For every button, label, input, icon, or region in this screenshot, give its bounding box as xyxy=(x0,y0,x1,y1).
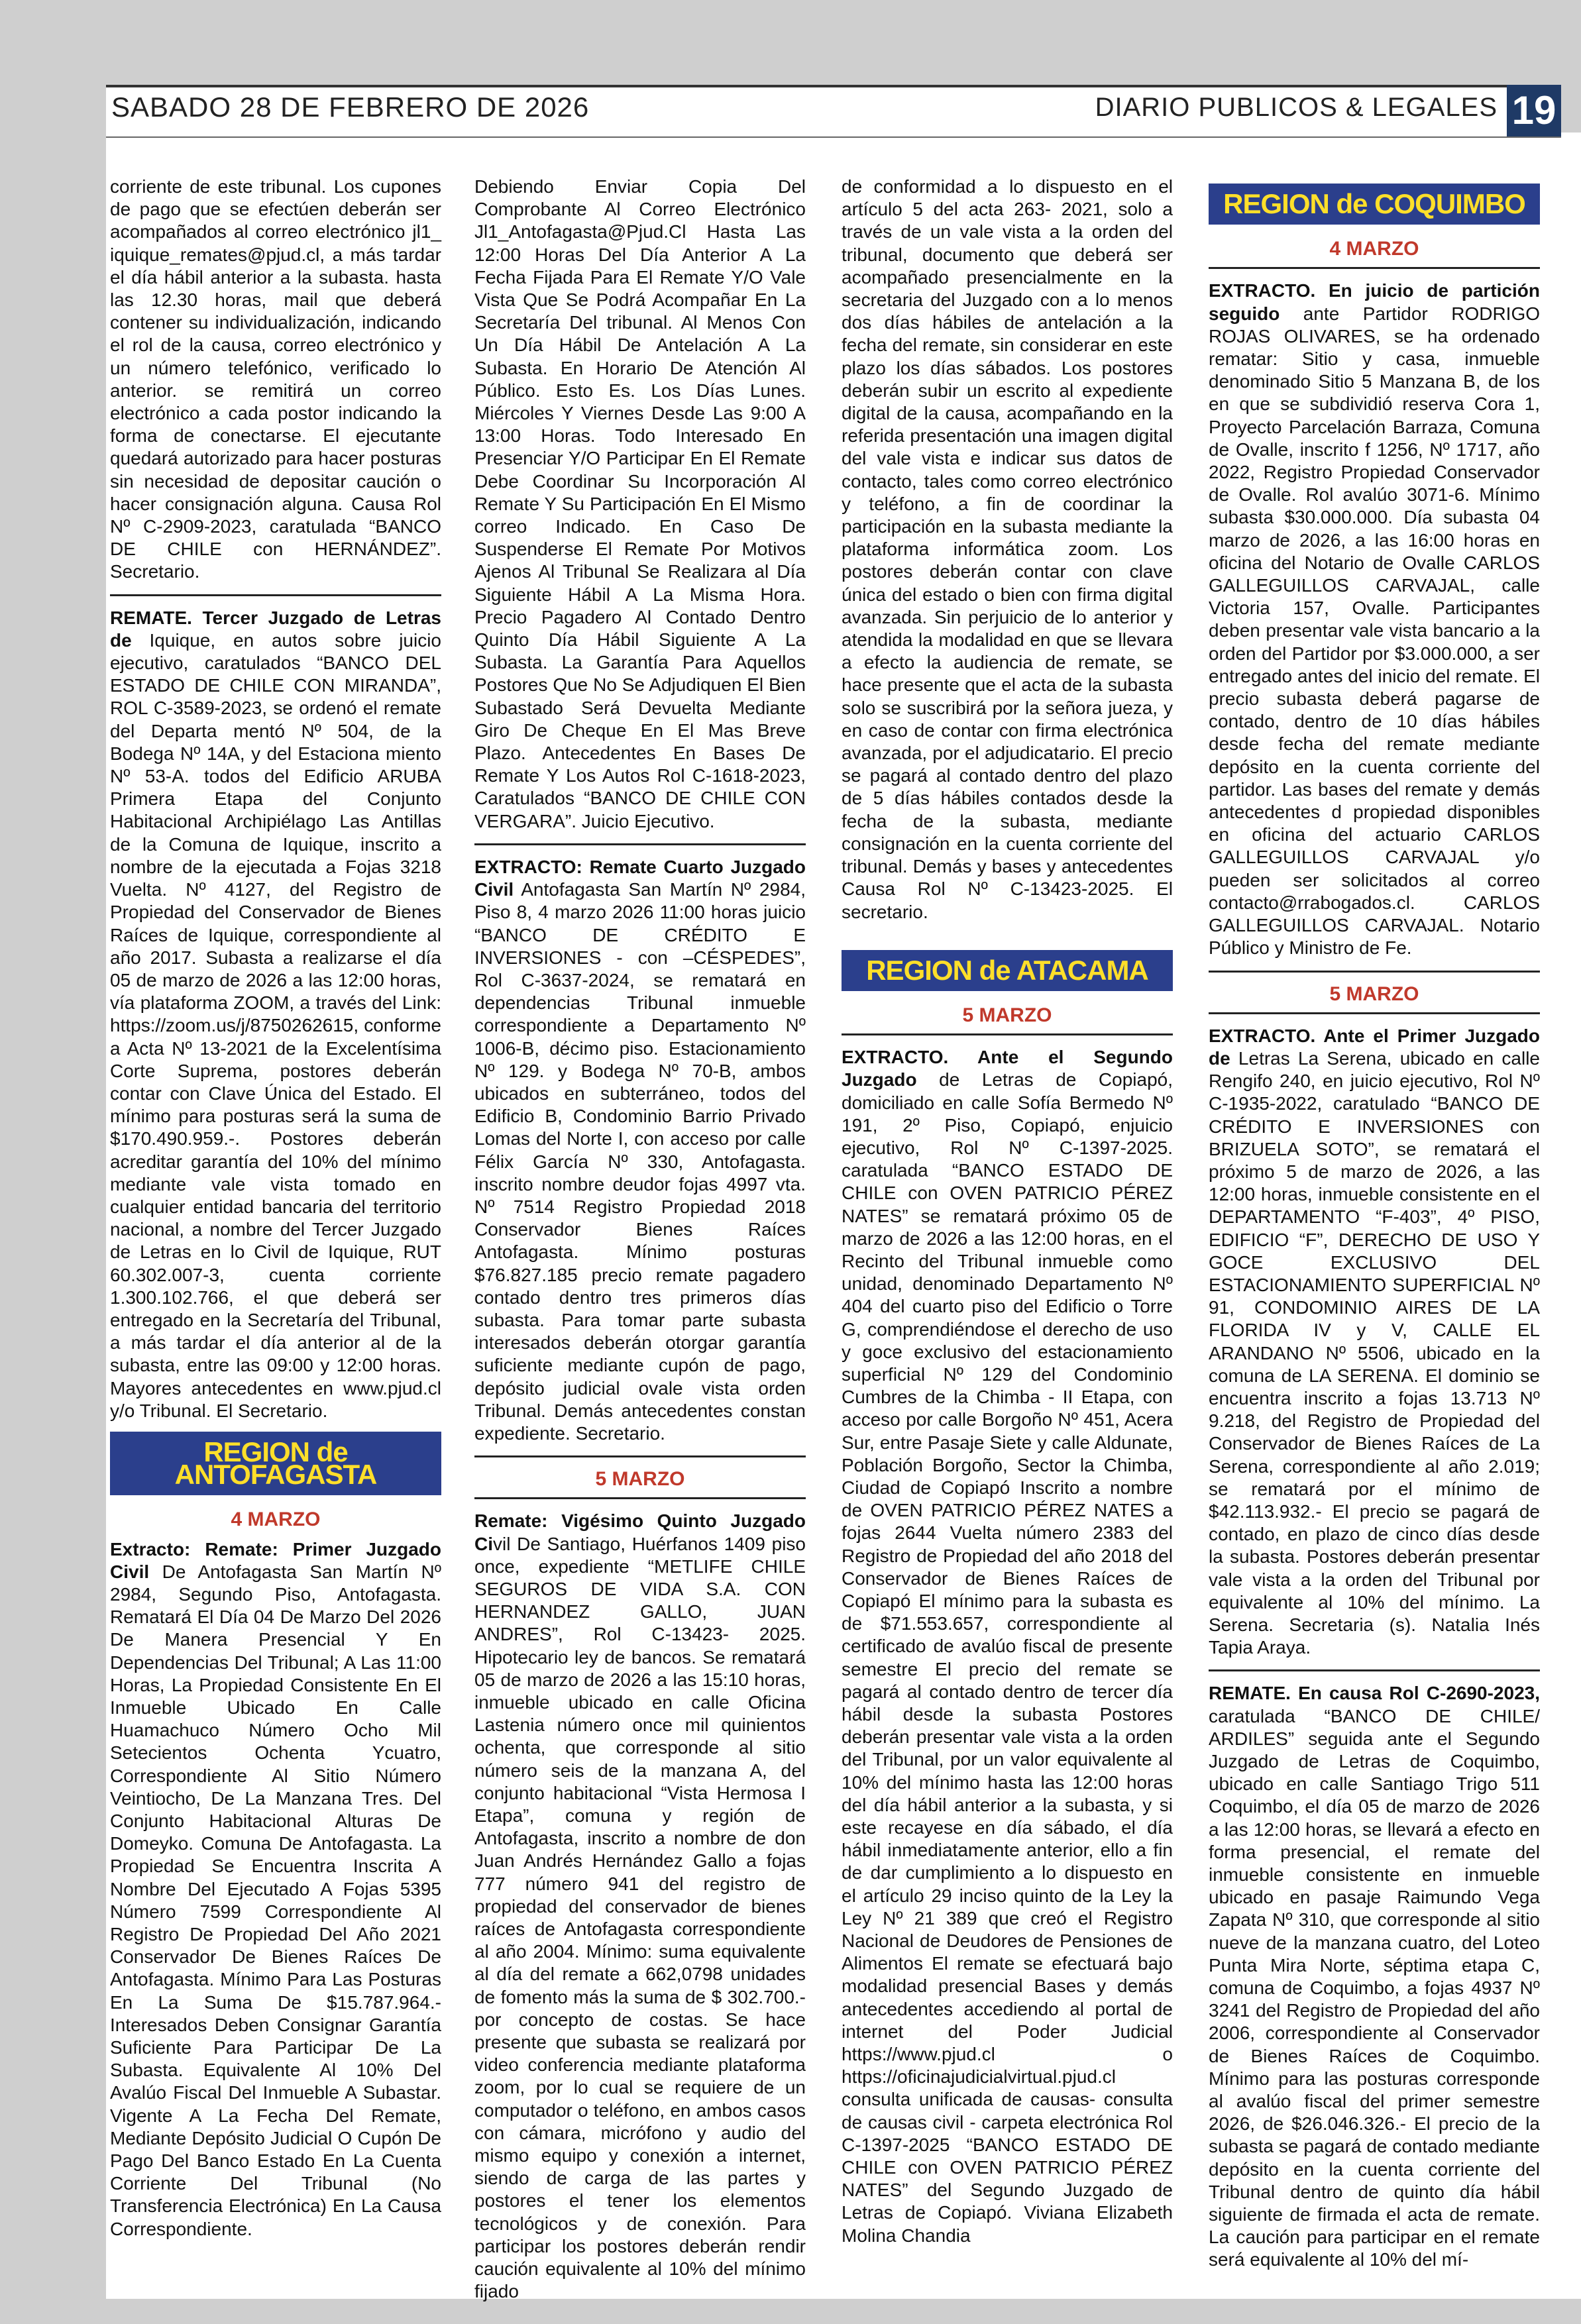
divider xyxy=(474,1497,806,1499)
auction-date: 4 MARZO xyxy=(1329,238,1419,260)
notice-text: corriente de este tribunal. Los cupones de pago que se efectúen deberán ser acompañados al correo electrónico jl1_ iquique_remates@pjud.cl, a más tardar el día hábil anterior a la subasta. hasta las 12.30 horas, mail que deberá contener su individualización, indicando el rol de la causa, correo electrónico y un número telefónico, verificado lo anterior. se remitirá un correo electrónico a cada postor indicando la forma de conectarse. El ejecutante quedará autorizado para hacer posturas sin necesidad de depositar caución o hacer consignación alguna. Causa Rol Nº C-2909-2023, caratulada “BANCO DE CHILE con HERNÁNDEZ”. Secretario. xyxy=(110,176,441,582)
divider xyxy=(842,1033,1173,1035)
column-3 xyxy=(842,176,1173,2247)
notice-text: de Letras de Copiapó, domiciliado en calle Sofía Bermedo Nº 191, 2º Piso, Copiapó, enjuicio ejecutivo, Rol Nº C-1397-2025. caratulada “BANCO ESTADO DE CHILE con OVEN PATRICIO PÉREZ NATES” se rematará próximo 05 de marzo de 2026 a las 12:00 horas, en el Recinto del Tribunal inmueble como unidad, denominado Departamento Nº 404 del cuarto piso del Edificio o Torre G, comprendiéndose el derecho de uso y goce exclusivo del estacionamiento superficial Nº 129 del Condominio Cumbres de la Chimba - II Etapa, con acceso por calle Borgoño Nº 451, Acera Sur, entre Pasaje Siete y calle Aldunate, Población Borgoño, Sector la Chimba, Ciudad de Copiapó Inscrito a nombre de OVEN PATRICIO PÉREZ NATES a fojas 2644 Vuelta número 2383 del Registro de Propiedad del año 2018 del Conservador de Bienes Raíces de Copiapó El mínimo para la subasta es de $71.553.657, correspondiente al certificado de avalúo fiscal de presente semestre El precio del remate se pagará al contado dentro de tercer día hábil desde la subasta Postores deberán presentar vale vista a la orden del Tribunal, por un valor equivalente al 10% del mínimo hasta las 12:00 horas del día hábil anterior a la subasta, y si este recayese en día sábado, el día hábil inmediatamente anterior, ello a fin de dar cumplimiento a lo dispuesto en el artículo 29 inciso quinto de la Ley la Ley Nº 21 389 que creó el Registro Nacional de Deudores de Pensiones de Alimentos El remate se efectuará bajo modalidad presencial Bases y demás antecedentes accediendo al portal de internet del Poder Judicial https://www.pjud.cl o https://oficinajudicialvirtual.pjud.cl consulta unificada de causas- consulta de causas civil - carpeta electrónica Rol C-1397-2025 “BANCO ESTADO DE CHILE con OVEN PATRICIO PÉREZ NATES” del Segundo Juzgado de Letras de Copiapó. Viviana Elizabeth Molina Chandia xyxy=(842,1069,1173,2246)
notice xyxy=(1209,1025,1540,1660)
notice xyxy=(842,1046,1173,2247)
notice-text: de conformidad a lo dispuesto en el artículo 5 del acta 263- 2021, solo a través de un vale vista a la orden del tribunal, documento que deberá ser acompañado presencialmente en la secretaria del Juzgado con a lo menos dos días hábiles de antelación a la fecha del remate, sin considerar en este plazo los días sábados. Los postores deberán subir un escrito al expediente digital de la causa, acompañando en la referida presentación una imagen digital del vale vista e indicar sus datos de contacto, tales como correo electrónico y teléfono, a fin de coordinar la participación en la subasta mediante la plataforma informática zoom. Los postores deberán contar con clave única del estado o bien con firma digital avanzada. Sin perjuicio de lo anterior y atendida la modalidad en que se llevara a efecto la audiencia de remate, se hace presente que el acta de la subasta solo se suscribirá por la señora jueza, y en caso de contar con firma electrónica avanzada, por el adjudicatario. El precio se pagará al contado dentro del plazo de 5 días hábiles contados desde la fecha de la subasta, mediante consignación en la cuenta corriente del tribunal. Demás y bases y antecedentes Causa Rol Nº C-13423-2025. El secretario. xyxy=(842,176,1173,922)
notice xyxy=(474,1510,806,2303)
region-banner: REGION de ATACAMA xyxy=(842,950,1173,991)
page-number: 19 xyxy=(1507,85,1561,136)
notice-text: vil De Santiago, Huérfanos 1409 piso once, expediente “METLIFE CHILE SEGUROS DE VIDA S.A. CON HERNANDEZ GALLO, JUAN ANDRES”, Rol C-13423- 2025. Hipotecario ley de bancos. Se rematará 05 de marzo de 2026 a las 15:10 horas, inmueble ubicado en calle Oficina Lastenia número once mil quinientos ochenta, que corresponde al sitio número seis de la manzana A, del conjunto habitacional “Vista Hermosa I Etapa”, comuna y región de Antofagasta, inscrito a nombre de don Juan Andrés Hernández Gallo a fojas 777 número 941 del registro de propiedad del conservador de bienes raíces de Antofagasta correspondiente al año 2004. Mínimo: suma equivalente al día del remate a 662,0798 unidades de fomento más la suma de $ 302.700.- por concepto de costas. Se hace presente que subasta se realizará por video conferencia mediante plataforma zoom, por lo cual se requiere de un computador o teléfono, en ambos casos con cámara, micrófono y audio del mismo equipo y conexión a internet, siendo de carga de las partes y postores el tener los elementos tecnológicos y de conexión. Para participar los postores deberán rendir caución equivalente al 10% del mínimo fijado xyxy=(474,1533,806,2302)
column-1 xyxy=(110,176,441,2241)
column-2 xyxy=(474,176,806,2303)
auction-date: 4 MARZO xyxy=(231,1508,321,1531)
divider xyxy=(1209,267,1540,269)
notice xyxy=(1209,1682,1540,2271)
notice-heading: EXTRACTO: Remate Cuarto Juzgado Civil xyxy=(474,856,806,900)
divider xyxy=(110,594,441,596)
notice-heading: Remate: Vigésimo Quinto Juzgado Ci xyxy=(474,1510,806,1554)
publication-name: DIARIO PUBLICOS & LEGALES xyxy=(1095,93,1498,122)
auction-date: 5 MARZO xyxy=(962,1004,1052,1026)
notice-text: Debiendo Enviar Copia Del Comprobante Al Correo Electrónico Jl1_Antofagasta@Pjud.Cl Hasta Las 12:00 Horas Del Día Anterior A La Fecha Fijada Para El Remate Y/O Vale Vista Que Se Podrá Acompañar En La Secretaría Del tribunal. Al Menos Con Un Día Hábil De Antelación A La Subasta. En Horario De Atención Al Público. Esto Es. Los Días Lunes. Miércoles Y Viernes Desde Las 9:00 A 13:00 Horas. Todo Interesado En Presenciar Y/O Participar En El Remate Debe Coordinar Su Incorporación Al Remate Y Su Participación En El Mismo correo Indicado. En Caso De Suspenderse El Remate Por Motivos Ajenos Al Tribunal Se Realizara al Día Siguiente Hábil A La Misma Hora. Precio Pagadero Al Contado Dentro Quinto Día Hábil Siguiente A La Subasta. La Garantía Para Aquellos Postores Que No Se Adjudiquen El Bien Subastado Será Devuelta Mediante Giro De Cheque En El Mas Breve Plazo. Antecedentes En Bases De Remate Y Los Autos Rol C-1618-2023, Caratulados “BANCO DE CHILE CON VERGARA”. Juicio Ejecutivo. xyxy=(474,176,806,831)
divider xyxy=(474,1455,806,1457)
notice-heading: EXTRACTO. Ante el Segundo Juzgado xyxy=(842,1047,1173,1090)
divider xyxy=(1209,1012,1540,1014)
notice xyxy=(110,607,441,1422)
notice-text: Antofagasta San Martín Nº 2984, Piso 8, 4 marzo 2026 11:00 horas juicio “BANCO DE CRÉDITO E INVERSIONES - con –CÉSPEDES”, Rol C-3637-2024, se rematará en dependencias Tribunal inmueble correspondiente a Departamento Nº 1006-B, décimo piso. Estacionamiento Nº 129. y Bodega Nº 70-B, ambos ubicados en subterráneo, todos del Edificio B, Condominio Barrio Privado Lomas del Norte I, con acceso por calle Félix García Nº 330, Antofagasta. inscrito nombre deudor fojas 4997 vta. Nº 7514 Registro Propiedad 2018 Conservador Bienes Raíces Antofagasta. Mínimo posturas $76.827.185 precio remate pagadero contado dentro tres primeros días subasta. Para tomar parte subasta interesados deberán otorgar garantía suficiente mediante cupón de pago, depósito judicial ovale vista orden Tribunal. Demás antecedentes constan expediente. Secretario. xyxy=(474,879,806,1444)
notice xyxy=(474,856,806,1445)
notice-heading: REMATE. Tercer Juzgado de Letras de xyxy=(110,607,441,651)
notice xyxy=(110,1538,441,2241)
header-date: SABADO 28 DE FEBRERO DE 2026 xyxy=(111,91,590,123)
notice-text: De Antofagasta San Martín Nº 2984, Segundo Piso, Antofagasta. Rematará El Día 04 De Marzo Del 2026 De Manera Presencial Y En Dependencias Del Tribunal; A Las 11:00 Horas, La Propiedad Consistente En El Inmueble Ubicado En Calle Huamachuco Número Ocho Mil Setecientos Ochenta Ycuatro, Correspondiente Al Sitio Número Veintiocho, De La Manzana Tres. Del Conjunto Habitacional Alturas De Domeyko. Comuna De Antofagasta. La Propiedad Se Encuentra Inscrita A Nombre Del Ejecutado A Fojas 5395 Número 7599 Correspondiente Al Registro De Propiedad Del Año 2021 Conservador De Bienes Raíces De Antofagasta. Mínimo Para Las Posturas En La Suma De $15.787.964.- Interesados Deben Consignar Garantía Suficiente Para Participar De La Subasta. Equivalente Al 10% Del Avalúo Fiscal Del Inmueble A Subastar. Vigente A La Fecha Del Remate, Mediante Depósito Judicial O Cupón De Pago Del Banco Estado En La Cuenta Corriente Del Tribunal (No Transferencia Electrónica) En La Causa Correspondiente. xyxy=(110,1561,441,2239)
notice-text: ante Partidor RODRIGO ROJAS OLIVARES, se ha ordenado rematar: Sitio y casa, inmueble denominado Sitio 5 Manzana B, de los en que se subdividió reserva Cora 1, Proyecto Parcelación Barraza, Comuna de Ovalle, inscrito f 1256, Nº 1717, año 2022, Registro Propiedad Conservador de Ovalle. Rol avalúo 3071-6. Mínimo subasta $30.000.000. Día subasta 04 marzo de 2026, a las 16:00 horas en oficina del Notario de Ovalle CARLOS GALLEGUILLOS CARVAJAL, calle Victoria 157, Ovalle. Participantes deben presentar vale vista bancario a la orden del Partidor por $3.000.000, a ser entregado antes del inicio del remate. El precio subasta deberá pagarse de contado, dentro de 10 días hábiles desde fecha del remate mediante depósito en la cuenta corriente del partidor. Las bases del remate y demás antecedentes d propiedad disponibles en oficina del actuario CARLOS GALLEGUILLOS CARVAJAL y/o pueden ser solicitados al correo contacto@rrabogados.cl. CARLOS GALLEGUILLOS CARVAJAL. Notario Público y Ministro de Fe. xyxy=(1209,303,1540,959)
notice-heading: Extracto: Remate: Primer Juzgado Civil xyxy=(110,1538,441,1582)
region-banner: REGION de ANTOFAGASTA xyxy=(110,1432,441,1495)
auction-date: 5 MARZO xyxy=(595,1468,685,1491)
column-4 xyxy=(1209,176,1540,2272)
divider xyxy=(474,843,806,845)
region-banner: REGION de COQUIMBO xyxy=(1209,184,1540,225)
notice-text: Iquique, en autos sobre juicio ejecutivo, caratulados “BANCO DEL ESTADO DE CHILE CON MIRANDA”, ROL C-3589-2023, se ordenó el remate del Departa mentó Nº 504, de la Bodega Nº 14A, y del Estaciona miento Nº 53-A. todos del Edificio ARUBA Primera Etapa del Conjunto Habitacional Archipiélago Las Antillas de la Comuna de Iquique, inscrito a nombre de la ejecutada a Fojas 3218 Vuelta. Nº 4127, del Registro de Propiedad del Conservador de Bienes Raíces de Iquique, correspondiente al año 2017. Subasta a realizarse el día 05 de marzo de 2026 a las 12:00 horas, vía plataforma ZOOM, a través del Link: https://zoom.us/j/8750262615, conforme a Acta Nº 13-2021 de la Excelentísima Corte Suprema, postores deberán contar con Clave Única del Estado. El mínimo para posturas será la suma de $170.490.959.-. Postores deberán acreditar garantía del 10% del mínimo mediante vale vista tomado en cualquier entidad bancaria del territorio nacional, a nombre del Tercer Juzgado de Letras en lo Civil de Iquique, RUT 60.302.007-3, cuenta corriente 1.300.102.766, el que deberá ser entregado en la Secretaría del Tribunal, a más tardar el día anterior al de la subasta, entre las 09:00 y 12:00 horas. Mayores antecedentes en www.pjud.cl y/o Tribunal. El Secretario. xyxy=(110,629,441,1421)
notice-text: caratulada “BANCO DE CHILE/ ARDILES” seguida ante el Segundo Juzgado de Letras de Coquimbo, ubicado en calle Santiago Trigo 511 Coquimbo, el día 05 de marzo de 2026 a las 12:00 horas, se llevará a efecto en forma presencial, el remate del inmueble consistente en inmueble ubicado en pasaje Raimundo Vega Zapata Nº 310, que corresponde al sitio nueve de la manzana cuatro, del Loteo Punta Mira Norte, séptima etapa C, comuna de Coquimbo, a fojas 4937 Nº 3241 del Registro de Propiedad del año 2006, correspondiente al Conservador de Bienes Raíces de Coquimbo. Mínimo para las posturas corresponde al avalúo fiscal del primer semestre 2026, de $26.046.326.- El precio de la subasta se pagará de contado mediante depósito en la cuenta corriente del Tribunal dentro de quinto día hábil siguiente de firmada el acta de remate. La caución para participar en el remate será equivalente al 10% del mí- xyxy=(1209,1705,1540,2270)
auction-date: 5 MARZO xyxy=(1329,982,1419,1005)
notice-heading: REMATE. En causa Rol C-2690-2023, xyxy=(1209,1683,1540,1704)
page-header xyxy=(106,85,1561,138)
divider xyxy=(1209,971,1540,973)
notice xyxy=(1209,280,1540,959)
notice-heading: EXTRACTO. En juicio de partición seguido xyxy=(1209,280,1540,324)
notice-text: Letras La Serena, ubicado en calle Rengifo 240, en juicio ejecutivo, Rol Nº C-1935-2022, caratulado “BANCO DE CRÉDITO E INVERSIONES con BRIZUELA SOTO”, se rematará el próximo 5 de marzo de 2026, a las 12:00 horas, inmueble consistente en el DEPARTAMENTO “F-403”, 4º PISO, EDIFICIO “F”, DERECHO DE USO Y GOCE EXCLUSIVO DEL ESTACIONAMIENTO SUPERFICIAL Nº 91, CONDOMINIO AIRES DE LA FLORIDA IV y V, CALLE EL ARANDANO Nº 5506, ubicado en la comuna de LA SERENA. El dominio se encuentra inscrito a fojas 13.713 Nº 9.218, del Registro de Propiedad del Conservador de Bienes Raíces de La Serena, correspondiente al año 2.019; se rematará por el mínimo de $42.113.932.- El precio se pagará de contado, en plazo de cinco días desde la subasta. Postores deberán presentar vale vista a la orden del Tribunal por equivalente al 10% del mínimo. La Serena. Secretaria (s). Natalia Inés Tapia Araya. xyxy=(1209,1047,1540,1658)
notice-heading: EXTRACTO. Ante el Primer Juzgado de xyxy=(1209,1025,1540,1069)
divider xyxy=(1209,1669,1540,1671)
